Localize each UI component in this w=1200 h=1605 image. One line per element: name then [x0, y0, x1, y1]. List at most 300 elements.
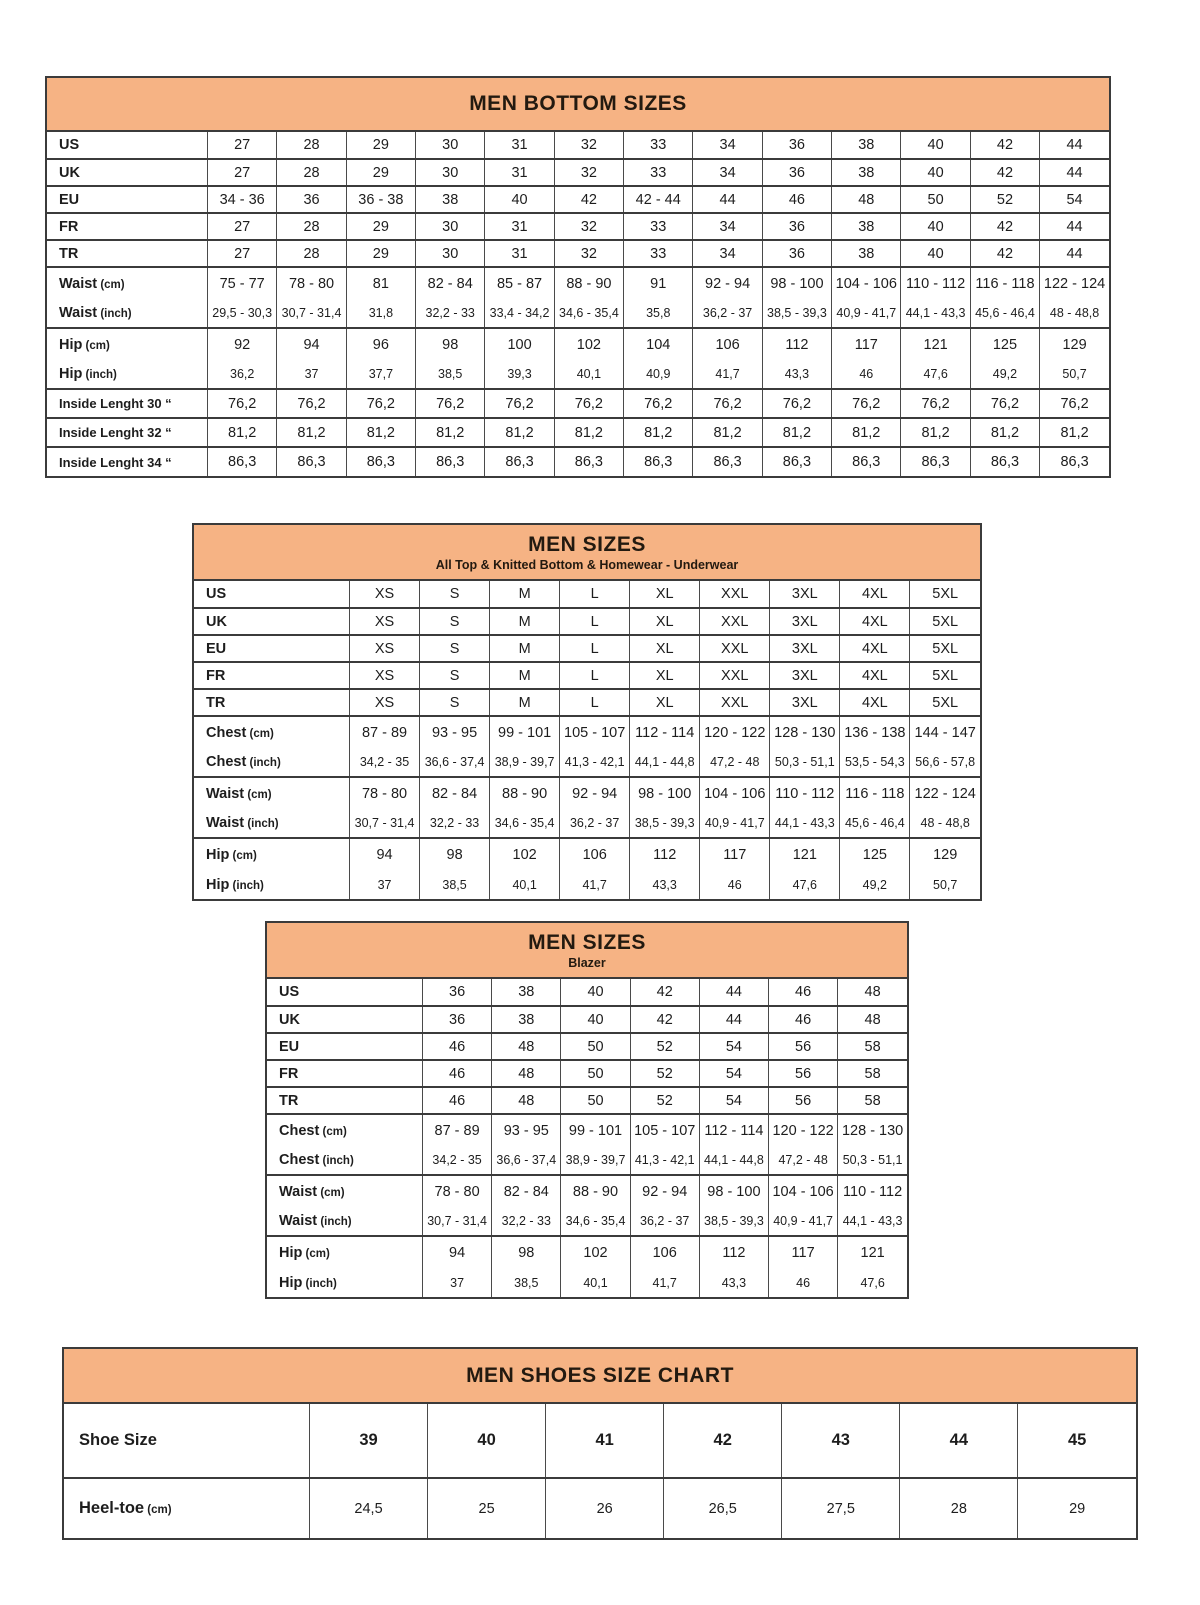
row-label-text: UK	[206, 613, 227, 630]
row-label	[267, 1060, 423, 1087]
row-label-text: Waist	[279, 1183, 318, 1200]
value-cell: M	[490, 608, 560, 635]
row-label	[267, 1146, 423, 1175]
value-cell: 94	[350, 838, 420, 870]
value-cell: 76,2	[693, 389, 762, 418]
value-cell: XXL	[700, 581, 770, 608]
value-cell: 121	[770, 838, 840, 870]
value-cell: 44	[900, 1404, 1018, 1478]
value-cell: 48 - 48,8	[910, 809, 980, 838]
row-label-text: Hip	[59, 366, 83, 382]
value-cell: 102	[490, 838, 560, 870]
row-label	[194, 608, 350, 635]
row-label	[194, 581, 350, 608]
value-cell: 129	[1040, 328, 1109, 360]
value-cell: 37	[350, 870, 420, 899]
value-cell: 44,1 - 43,3	[770, 809, 840, 838]
value-cell: 116 - 118	[970, 267, 1039, 299]
value-cell: 38,5 - 39,3	[762, 299, 831, 328]
value-cell: 76,2	[346, 389, 415, 418]
row-label	[47, 186, 208, 213]
value-cell: 44	[693, 186, 762, 213]
value-cell: 44	[1040, 213, 1109, 240]
table-title-bar	[64, 1349, 1136, 1404]
value-cell: 91	[624, 267, 693, 299]
value-cell: 3XL	[770, 635, 840, 662]
value-cell: 129	[910, 838, 980, 870]
row-label	[267, 1268, 423, 1297]
size-grid	[194, 581, 980, 899]
value-cell: 86,3	[554, 447, 623, 476]
value-cell: 46	[769, 1268, 838, 1297]
value-cell: 94	[423, 1236, 492, 1268]
value-cell: 54	[699, 1060, 768, 1087]
value-cell: 85 - 87	[485, 267, 554, 299]
value-cell: 81,2	[416, 418, 485, 447]
value-cell: 37,7	[346, 360, 415, 389]
value-cell: 81,2	[901, 418, 970, 447]
table-row	[47, 186, 1109, 213]
value-cell: 112 - 114	[699, 1114, 768, 1146]
row-label-text: EU	[279, 1038, 300, 1055]
value-cell: 41	[546, 1404, 664, 1478]
value-cell: 45,6 - 46,4	[840, 809, 910, 838]
value-cell: 58	[838, 1060, 907, 1087]
value-cell: 104 - 106	[832, 267, 901, 299]
row-label-unit: (inch)	[229, 879, 264, 892]
value-cell: 52	[630, 1033, 699, 1060]
value-cell: 47,6	[770, 870, 840, 899]
value-cell: 4XL	[840, 608, 910, 635]
value-cell: 30	[416, 132, 485, 159]
row-label	[194, 662, 350, 689]
value-cell: 44	[699, 1006, 768, 1033]
row-label-unit: (inch)	[246, 757, 281, 769]
value-cell: 81,2	[1040, 418, 1109, 447]
value-cell: 30,7 - 31,4	[350, 809, 420, 838]
row-label-unit: (inch)	[317, 1216, 352, 1228]
value-cell: 31	[485, 159, 554, 186]
table-row	[47, 418, 1109, 447]
value-cell: 31	[485, 240, 554, 267]
value-cell: 44	[1040, 132, 1109, 159]
value-cell: 76,2	[762, 389, 831, 418]
value-cell: 40	[901, 132, 970, 159]
size-grid	[64, 1404, 1136, 1538]
value-cell: 34,6 - 35,4	[561, 1207, 630, 1236]
value-cell: 99 - 101	[561, 1114, 630, 1146]
row-label-text: Chest	[279, 1152, 320, 1168]
value-cell: 41,3 - 42,1	[630, 1146, 699, 1175]
row-label	[194, 716, 350, 748]
row-label-text: TR	[279, 1092, 299, 1109]
value-cell: 144 - 147	[910, 716, 980, 748]
value-cell: 128 - 130	[770, 716, 840, 748]
value-cell: 47,6	[901, 360, 970, 389]
value-cell: 93 - 95	[420, 716, 490, 748]
row-label-text: Chest	[206, 754, 247, 770]
value-cell: 5XL	[910, 581, 980, 608]
value-cell: 98	[492, 1236, 561, 1268]
table-row	[267, 1146, 907, 1175]
value-cell: 27	[208, 213, 277, 240]
value-cell: 48	[492, 1087, 561, 1114]
value-cell: 76,2	[901, 389, 970, 418]
row-label-unit: (cm)	[82, 339, 110, 352]
value-cell: XS	[350, 635, 420, 662]
value-cell: 86,3	[346, 447, 415, 476]
table-row	[267, 1175, 907, 1207]
value-cell: 102	[561, 1236, 630, 1268]
value-cell: 44,1 - 44,8	[630, 748, 700, 777]
value-cell: 42	[664, 1404, 782, 1478]
value-cell: 28	[277, 132, 346, 159]
value-cell: 47,6	[838, 1268, 907, 1297]
value-cell: 121	[901, 328, 970, 360]
value-cell: 3XL	[770, 662, 840, 689]
table-row	[267, 1006, 907, 1033]
value-cell: 24,5	[310, 1478, 428, 1538]
row-label-text: TR	[59, 245, 79, 262]
value-cell: 50,7	[910, 870, 980, 899]
value-cell: 86,3	[693, 447, 762, 476]
value-cell: 53,5 - 54,3	[840, 748, 910, 777]
row-label	[267, 1175, 423, 1207]
value-cell: 41,7	[630, 1268, 699, 1297]
row-label-text: Waist	[206, 785, 245, 802]
table-row	[64, 1404, 1136, 1478]
value-cell: 36	[423, 1006, 492, 1033]
value-cell: 29	[346, 159, 415, 186]
men-sizes-top-table	[192, 523, 982, 901]
value-cell: L	[560, 662, 630, 689]
table-row	[267, 1114, 907, 1146]
value-cell: 86,3	[1040, 447, 1109, 476]
value-cell: 104	[624, 328, 693, 360]
value-cell: 50,7	[1040, 360, 1109, 389]
value-cell: 5XL	[910, 608, 980, 635]
value-cell: 86,3	[970, 447, 1039, 476]
value-cell: 44	[1040, 240, 1109, 267]
value-cell: 27,5	[782, 1478, 900, 1538]
value-cell: 38	[832, 240, 901, 267]
value-cell: 86,3	[832, 447, 901, 476]
value-cell: 50	[561, 1033, 630, 1060]
value-cell: 87 - 89	[350, 716, 420, 748]
value-cell: 98 - 100	[699, 1175, 768, 1207]
value-cell: 125	[840, 838, 910, 870]
value-cell: 44,1 - 43,3	[901, 299, 970, 328]
table-row	[47, 447, 1109, 476]
row-label	[267, 1087, 423, 1114]
value-cell: 36	[762, 213, 831, 240]
table-subtitle: All Top & Knitted Bottom & Homewear - Underwear	[435, 557, 739, 572]
value-cell: 48	[838, 979, 907, 1006]
value-cell: 76,2	[970, 389, 1039, 418]
row-label-text: Hip	[206, 846, 230, 863]
value-cell: 40,9 - 41,7	[769, 1207, 838, 1236]
value-cell: 29,5 - 30,3	[208, 299, 277, 328]
row-label	[47, 213, 208, 240]
value-cell: 42	[970, 159, 1039, 186]
value-cell: S	[420, 662, 490, 689]
row-label-text: Waist	[206, 815, 245, 831]
value-cell: 56	[769, 1087, 838, 1114]
value-cell: 36,2 - 37	[693, 299, 762, 328]
value-cell: 86,3	[416, 447, 485, 476]
row-label-text: US	[59, 137, 80, 153]
value-cell: 50	[901, 186, 970, 213]
value-cell: 50	[561, 1060, 630, 1087]
row-label-unit: (cm)	[317, 1186, 345, 1199]
value-cell: 45	[1018, 1404, 1136, 1478]
row-label-text: Hip	[279, 1274, 303, 1291]
table-row	[267, 1236, 907, 1268]
row-label	[194, 809, 350, 838]
value-cell: XS	[350, 581, 420, 608]
table-row	[47, 389, 1109, 418]
value-cell: 33,4 - 34,2	[485, 299, 554, 328]
row-label-text: Inside Lenght 34 “	[59, 454, 172, 470]
value-cell: 33	[624, 132, 693, 159]
value-cell: 38	[832, 159, 901, 186]
value-cell: 29	[346, 132, 415, 159]
row-label	[194, 870, 350, 899]
row-label	[47, 299, 208, 328]
value-cell: 104 - 106	[769, 1175, 838, 1207]
row-label-text: Hip	[59, 336, 83, 353]
value-cell: M	[490, 635, 560, 662]
value-cell: 50,3 - 51,1	[770, 748, 840, 777]
value-cell: 32	[554, 132, 623, 159]
value-cell: 81,2	[832, 418, 901, 447]
row-label-unit: (cm)	[246, 727, 274, 740]
row-label	[194, 635, 350, 662]
value-cell: 106	[693, 328, 762, 360]
value-cell: XL	[630, 608, 700, 635]
value-cell: 40	[561, 979, 630, 1006]
value-cell: 4XL	[840, 662, 910, 689]
row-label	[194, 748, 350, 777]
value-cell: 27	[208, 132, 277, 159]
value-cell: 40	[428, 1404, 546, 1478]
value-cell: 42	[630, 1006, 699, 1033]
table-row	[267, 1060, 907, 1087]
value-cell: 46	[423, 1087, 492, 1114]
value-cell: 88 - 90	[561, 1175, 630, 1207]
table-row	[47, 267, 1109, 299]
value-cell: 44	[699, 979, 768, 1006]
table-row	[47, 299, 1109, 328]
table-row	[64, 1478, 1136, 1538]
value-cell: 46	[769, 979, 838, 1006]
value-cell: 40,1	[554, 360, 623, 389]
value-cell: 5XL	[910, 635, 980, 662]
value-cell: 76,2	[1040, 389, 1109, 418]
value-cell: 76,2	[832, 389, 901, 418]
table-row	[47, 159, 1109, 186]
value-cell: XL	[630, 635, 700, 662]
value-cell: 44,1 - 44,8	[699, 1146, 768, 1175]
table-subtitle: Blazer	[568, 955, 606, 970]
table-row	[194, 870, 980, 899]
value-cell: 28	[277, 240, 346, 267]
value-cell: 33	[624, 159, 693, 186]
value-cell: 92 - 94	[693, 267, 762, 299]
value-cell: 36,2 - 37	[630, 1207, 699, 1236]
value-cell: 122 - 124	[1040, 267, 1109, 299]
row-label-text: Waist	[279, 1213, 318, 1229]
value-cell: 39	[310, 1404, 428, 1478]
value-cell: XS	[350, 662, 420, 689]
value-cell: 99 - 101	[490, 716, 560, 748]
value-cell: 42	[970, 213, 1039, 240]
value-cell: 48	[492, 1060, 561, 1087]
table-title: MEN BOTTOM SIZES	[469, 92, 687, 115]
value-cell: 120 - 122	[769, 1114, 838, 1146]
value-cell: 38,5	[492, 1268, 561, 1297]
value-cell: 28	[277, 213, 346, 240]
value-cell: XXL	[700, 635, 770, 662]
value-cell: 96	[346, 328, 415, 360]
value-cell: 42	[970, 132, 1039, 159]
value-cell: 38,5	[420, 870, 490, 899]
table-row	[194, 608, 980, 635]
row-label	[47, 132, 208, 159]
value-cell: 29	[346, 240, 415, 267]
value-cell: 37	[423, 1268, 492, 1297]
value-cell: 104 - 106	[700, 777, 770, 809]
value-cell: 36	[423, 979, 492, 1006]
value-cell: S	[420, 608, 490, 635]
value-cell: 48	[492, 1033, 561, 1060]
value-cell: XS	[350, 608, 420, 635]
row-label	[194, 689, 350, 716]
value-cell: 86,3	[485, 447, 554, 476]
row-label-text: Waist	[59, 305, 98, 321]
value-cell: 54	[699, 1033, 768, 1060]
value-cell: L	[560, 635, 630, 662]
row-label-text: EU	[206, 640, 227, 657]
size-grid	[47, 132, 1109, 476]
value-cell: 58	[838, 1087, 907, 1114]
value-cell: 86,3	[277, 447, 346, 476]
table-row	[194, 635, 980, 662]
value-cell: 32,2 - 33	[416, 299, 485, 328]
value-cell: 33	[624, 240, 693, 267]
value-cell: 26,5	[664, 1478, 782, 1538]
row-label	[267, 1033, 423, 1060]
value-cell: 34	[693, 213, 762, 240]
value-cell: 38	[492, 1006, 561, 1033]
row-label	[267, 1114, 423, 1146]
value-cell: 92 - 94	[630, 1175, 699, 1207]
row-label-unit: (cm)	[319, 1125, 347, 1138]
value-cell: 34	[693, 132, 762, 159]
value-cell: 3XL	[770, 608, 840, 635]
value-cell: 35,8	[624, 299, 693, 328]
value-cell: 36 - 38	[346, 186, 415, 213]
value-cell: 76,2	[208, 389, 277, 418]
value-cell: 38	[832, 213, 901, 240]
value-cell: M	[490, 689, 560, 716]
value-cell: 110 - 112	[838, 1175, 907, 1207]
value-cell: L	[560, 608, 630, 635]
value-cell: 40,9 - 41,7	[700, 809, 770, 838]
row-label-text: Chest	[279, 1122, 320, 1139]
table-row	[194, 662, 980, 689]
value-cell: 41,7	[560, 870, 630, 899]
value-cell: 110 - 112	[901, 267, 970, 299]
row-label	[194, 838, 350, 870]
value-cell: 4XL	[840, 581, 910, 608]
row-label-text: FR	[206, 667, 226, 684]
value-cell: 48	[832, 186, 901, 213]
value-cell: 88 - 90	[490, 777, 560, 809]
value-cell: 93 - 95	[492, 1114, 561, 1146]
table-row	[267, 1087, 907, 1114]
value-cell: 76,2	[624, 389, 693, 418]
row-label-text: US	[279, 984, 300, 1000]
value-cell: 81,2	[485, 418, 554, 447]
value-cell: 31,8	[346, 299, 415, 328]
table-title-bar	[47, 78, 1109, 132]
value-cell: 98 - 100	[762, 267, 831, 299]
value-cell: 46	[769, 1006, 838, 1033]
value-cell: 40	[901, 240, 970, 267]
table-row	[267, 1033, 907, 1060]
value-cell: 81,2	[346, 418, 415, 447]
row-label-unit: (cm)	[302, 1247, 330, 1260]
row-label-text: EU	[59, 191, 80, 208]
value-cell: 136 - 138	[840, 716, 910, 748]
row-label-unit: (inch)	[97, 308, 132, 320]
value-cell: 38	[492, 979, 561, 1006]
table-row	[194, 809, 980, 838]
value-cell: 36,2	[208, 360, 277, 389]
value-cell: 112 - 114	[630, 716, 700, 748]
row-label	[267, 1006, 423, 1033]
value-cell: 128 - 130	[838, 1114, 907, 1146]
value-cell: 36	[762, 240, 831, 267]
row-label	[267, 1207, 423, 1236]
value-cell: 28	[277, 159, 346, 186]
table-row	[47, 328, 1109, 360]
value-cell: 38,9 - 39,7	[490, 748, 560, 777]
value-cell: 52	[970, 186, 1039, 213]
value-cell: 121	[838, 1236, 907, 1268]
value-cell: 78 - 80	[277, 267, 346, 299]
value-cell: 87 - 89	[423, 1114, 492, 1146]
value-cell: 56,6 - 57,8	[910, 748, 980, 777]
value-cell: 117	[769, 1236, 838, 1268]
value-cell: 32	[554, 240, 623, 267]
value-cell: 36	[277, 186, 346, 213]
value-cell: 4XL	[840, 689, 910, 716]
value-cell: 41,7	[693, 360, 762, 389]
value-cell: 39,3	[485, 360, 554, 389]
row-label-text: Hip	[206, 876, 230, 893]
value-cell: 38,9 - 39,7	[561, 1146, 630, 1175]
table-row	[267, 1207, 907, 1236]
value-cell: 52	[630, 1087, 699, 1114]
value-cell: 28	[900, 1478, 1018, 1538]
value-cell: 43,3	[762, 360, 831, 389]
row-label-unit: (cm)	[97, 278, 125, 291]
value-cell: S	[420, 635, 490, 662]
value-cell: 40,1	[561, 1268, 630, 1297]
row-label-text: Inside Lenght 32 “	[59, 425, 172, 440]
